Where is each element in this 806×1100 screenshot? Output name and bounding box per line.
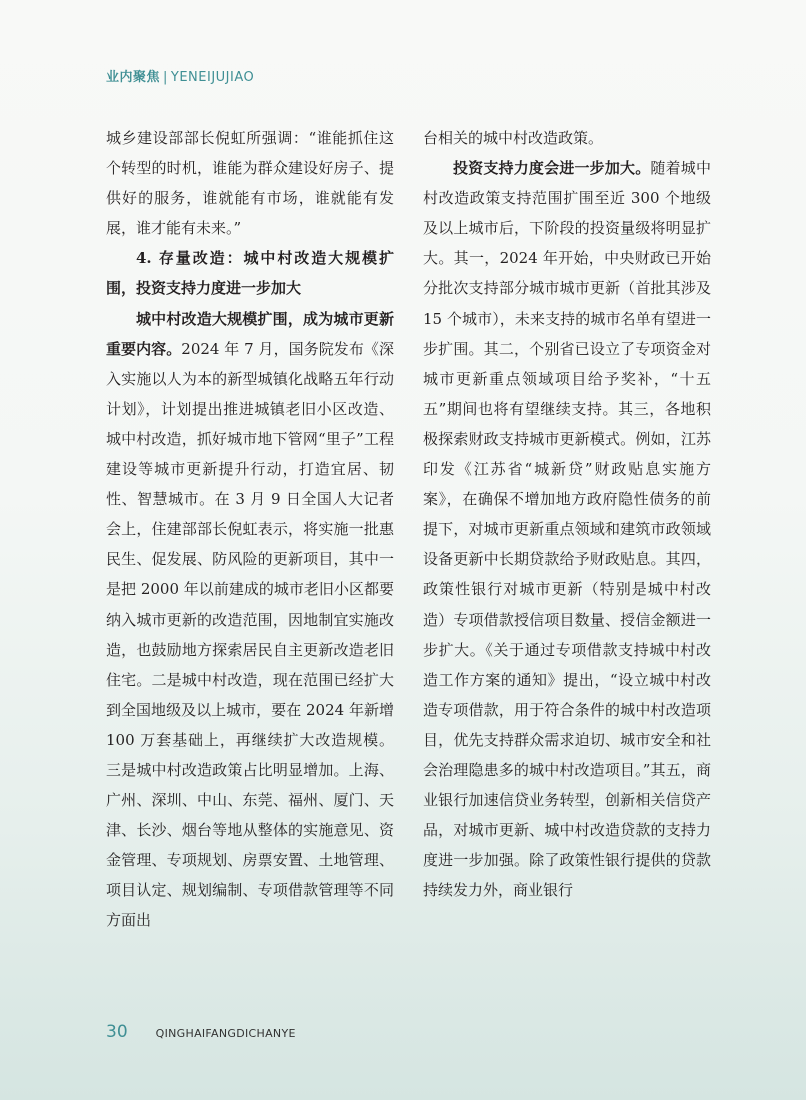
- left-paragraph-1: 城乡建设部部长倪虹所强调：“谁能抓住这个转型的时机，谁能为群众建设好房子、提供好的服务，谁就能有市场，谁就能有发展，谁才能有未来。”: [106, 129, 394, 238]
- publication-name: QINGHAIFANGDICHANYE: [155, 1027, 296, 1040]
- page-footer: [106, 1022, 296, 1042]
- section-title-en: YENEIJUJIAO: [170, 70, 255, 85]
- page-number: 30: [106, 1022, 128, 1042]
- left-paragraph-2: [106, 304, 394, 936]
- paragraph-lead: 投资支持力度会进一步加大。: [453, 159, 651, 178]
- left-column: [106, 123, 394, 936]
- section-title-cn: 业内聚焦: [106, 70, 161, 85]
- paragraph-body: 2024 年 7 月，国务院发布《深入实施以人为本的新型城镇化战略五年行动计划》，计划提出推进城镇老旧小区改造、城中村改造，抓好城市地下管网“里子”工程建设等城市更新提升行动，打造宜居、韧性、智慧城市。在 3 月 9 日全国人大记者会上，住建部部长倪虹表示，将实施一批惠民生、促发展、防风险的更新项目，其中一是把 2000 年以前建成的城市老旧小区都要纳入城市更新的改造范围，因地制宜实施改造，也鼓励地方探索居民自主更新改造老旧住宅。二是城中村改造，现在范围已经扩大到全国地级及以上城市，要在 2024 年新增 100 万套基础上，再继续扩大改造规模。三是城中村改造政策占比明显增加。上海、广州、深圳、中山、东莞、福州、厦门、天津、长沙、烟台等地从整体的实施意见、资金管理、专项规划、房票安置、土地管理、项目认定、规划编制、专项借款管理等不同方面出: [106, 339, 394, 930]
- right-column: [423, 123, 711, 905]
- section-heading: 4. 存量改造：城中村改造大规模扩围，投资支持力度进一步加大: [106, 249, 394, 298]
- right-paragraph-2: [423, 153, 711, 905]
- paragraph-body: 随着城中村改造政策支持范围扩围至近 300 个地级及以上城市后，下阶段的投资量级将明显扩大。其一，2024 年开始，中央财政已开始分批次支持部分城市城市更新（首批其涉及 15 个城市），未来支持的城市名单有望进一步扩围。其二，个别省已设立了专项资金对城市更新重点领域项目给予奖补，“十五五”期间也将有望继续支持。其三，各地积极探索财政支持城市更新模式。例如，江苏印发《江苏省“城新贷”财政贴息实施方案》，在确保不增加地方政府隐性债务的前提下，对城市更新重点领域和建筑市政领域设备更新中长期贷款给予财政贴息。其四，政策性银行对城市更新（特别是城中村改造）专项借款授信项目数量、授信金额进一步扩大。《关于通过专项借款支持城中村改造工作方案的通知》提出，“设立城中村改造专项借款，用于符合条件的城中村改造项目，优先支持群众需求迫切、城市安全和社会治理隐患多的城中村改造项目。”其五，商业银行加速信贷业务转型，创新相关信贷产品，对城市更新、城中村改造贷款的支持力度进一步加强。除了政策性银行提供的贷款持续发力外，商业银行: [423, 159, 711, 900]
- right-paragraph-1: 台相关的城中村改造政策。: [423, 129, 604, 147]
- header-separator: |: [163, 70, 168, 85]
- running-header: [106, 66, 254, 85]
- paragraph-lead: 城中村改造大规模扩围，成为城市更新重要内容。: [106, 309, 394, 358]
